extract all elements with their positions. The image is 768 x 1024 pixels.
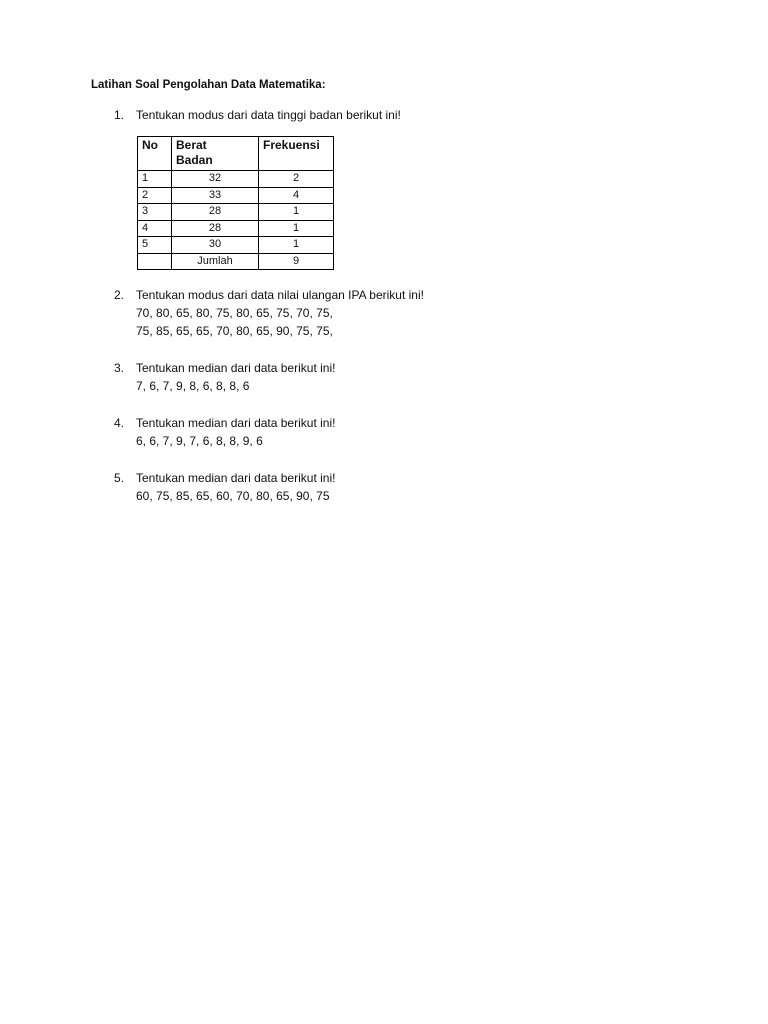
question-data-line: 70, 80, 65, 80, 75, 80, 65, 75, 70, 75, (136, 306, 333, 320)
weight-frequency-table (137, 136, 334, 270)
question-text: Tentukan median dari data berikut ini! (136, 416, 336, 430)
cell-no: 4 (138, 220, 172, 237)
question-number: 5. (114, 471, 125, 485)
question-text: Tentukan median dari data berikut ini! (136, 361, 336, 375)
cell-no: 3 (138, 204, 172, 221)
question-data-line: 7, 6, 7, 9, 8, 6, 8, 8, 6 (136, 379, 250, 393)
cell-berat: 33 (172, 187, 259, 204)
question-text: Tentukan modus dari data tinggi badan berikut ini! (136, 108, 401, 122)
question-text: Tentukan median dari data berikut ini! (136, 471, 336, 485)
question-4 (114, 414, 714, 450)
question-data-line: 60, 75, 85, 65, 60, 70, 80, 65, 90, 75 (136, 489, 330, 503)
cell-no: 5 (138, 237, 172, 254)
table-row (138, 220, 334, 237)
header-berat-line1: Berat (176, 138, 207, 152)
question-number: 4. (114, 416, 125, 430)
cell-no: 2 (138, 187, 172, 204)
table-row (138, 171, 334, 188)
question-2 (114, 286, 714, 340)
cell-frekuensi: 1 (259, 237, 334, 254)
cell-no: 1 (138, 171, 172, 188)
cell-total-no (138, 253, 172, 270)
table-header-row (138, 137, 334, 171)
cell-frekuensi: 1 (259, 220, 334, 237)
cell-total-label: Jumlah (172, 253, 259, 270)
header-no: No (138, 137, 172, 171)
table-row (138, 187, 334, 204)
cell-berat: 30 (172, 237, 259, 254)
cell-berat: 28 (172, 204, 259, 221)
cell-frekuensi: 2 (259, 171, 334, 188)
header-berat-badan (172, 137, 259, 171)
question-data-line: 75, 85, 65, 65, 70, 80, 65, 90, 75, 75, (136, 324, 333, 338)
question-number: 3. (114, 361, 125, 375)
question-data-line: 6, 6, 7, 9, 7, 6, 8, 8, 9, 6 (136, 434, 263, 448)
question-3 (114, 359, 714, 395)
question-text: Tentukan modus dari data nilai ulangan IPA berikut ini! (136, 288, 424, 302)
header-berat-line2: Badan (176, 153, 213, 167)
question-1 (114, 106, 714, 124)
question-number: 1. (114, 108, 125, 122)
cell-total-value: 9 (259, 253, 334, 270)
table-total-row (138, 253, 334, 270)
cell-frekuensi: 4 (259, 187, 334, 204)
question-number: 2. (114, 288, 125, 302)
cell-berat: 32 (172, 171, 259, 188)
table-row (138, 237, 334, 254)
table-row (138, 204, 334, 221)
question-5 (114, 469, 714, 505)
document-title: Latihan Soal Pengolahan Data Matematika: (91, 79, 326, 91)
cell-berat: 28 (172, 220, 259, 237)
cell-frekuensi: 1 (259, 204, 334, 221)
header-frekuensi: Frekuensi (259, 137, 334, 171)
